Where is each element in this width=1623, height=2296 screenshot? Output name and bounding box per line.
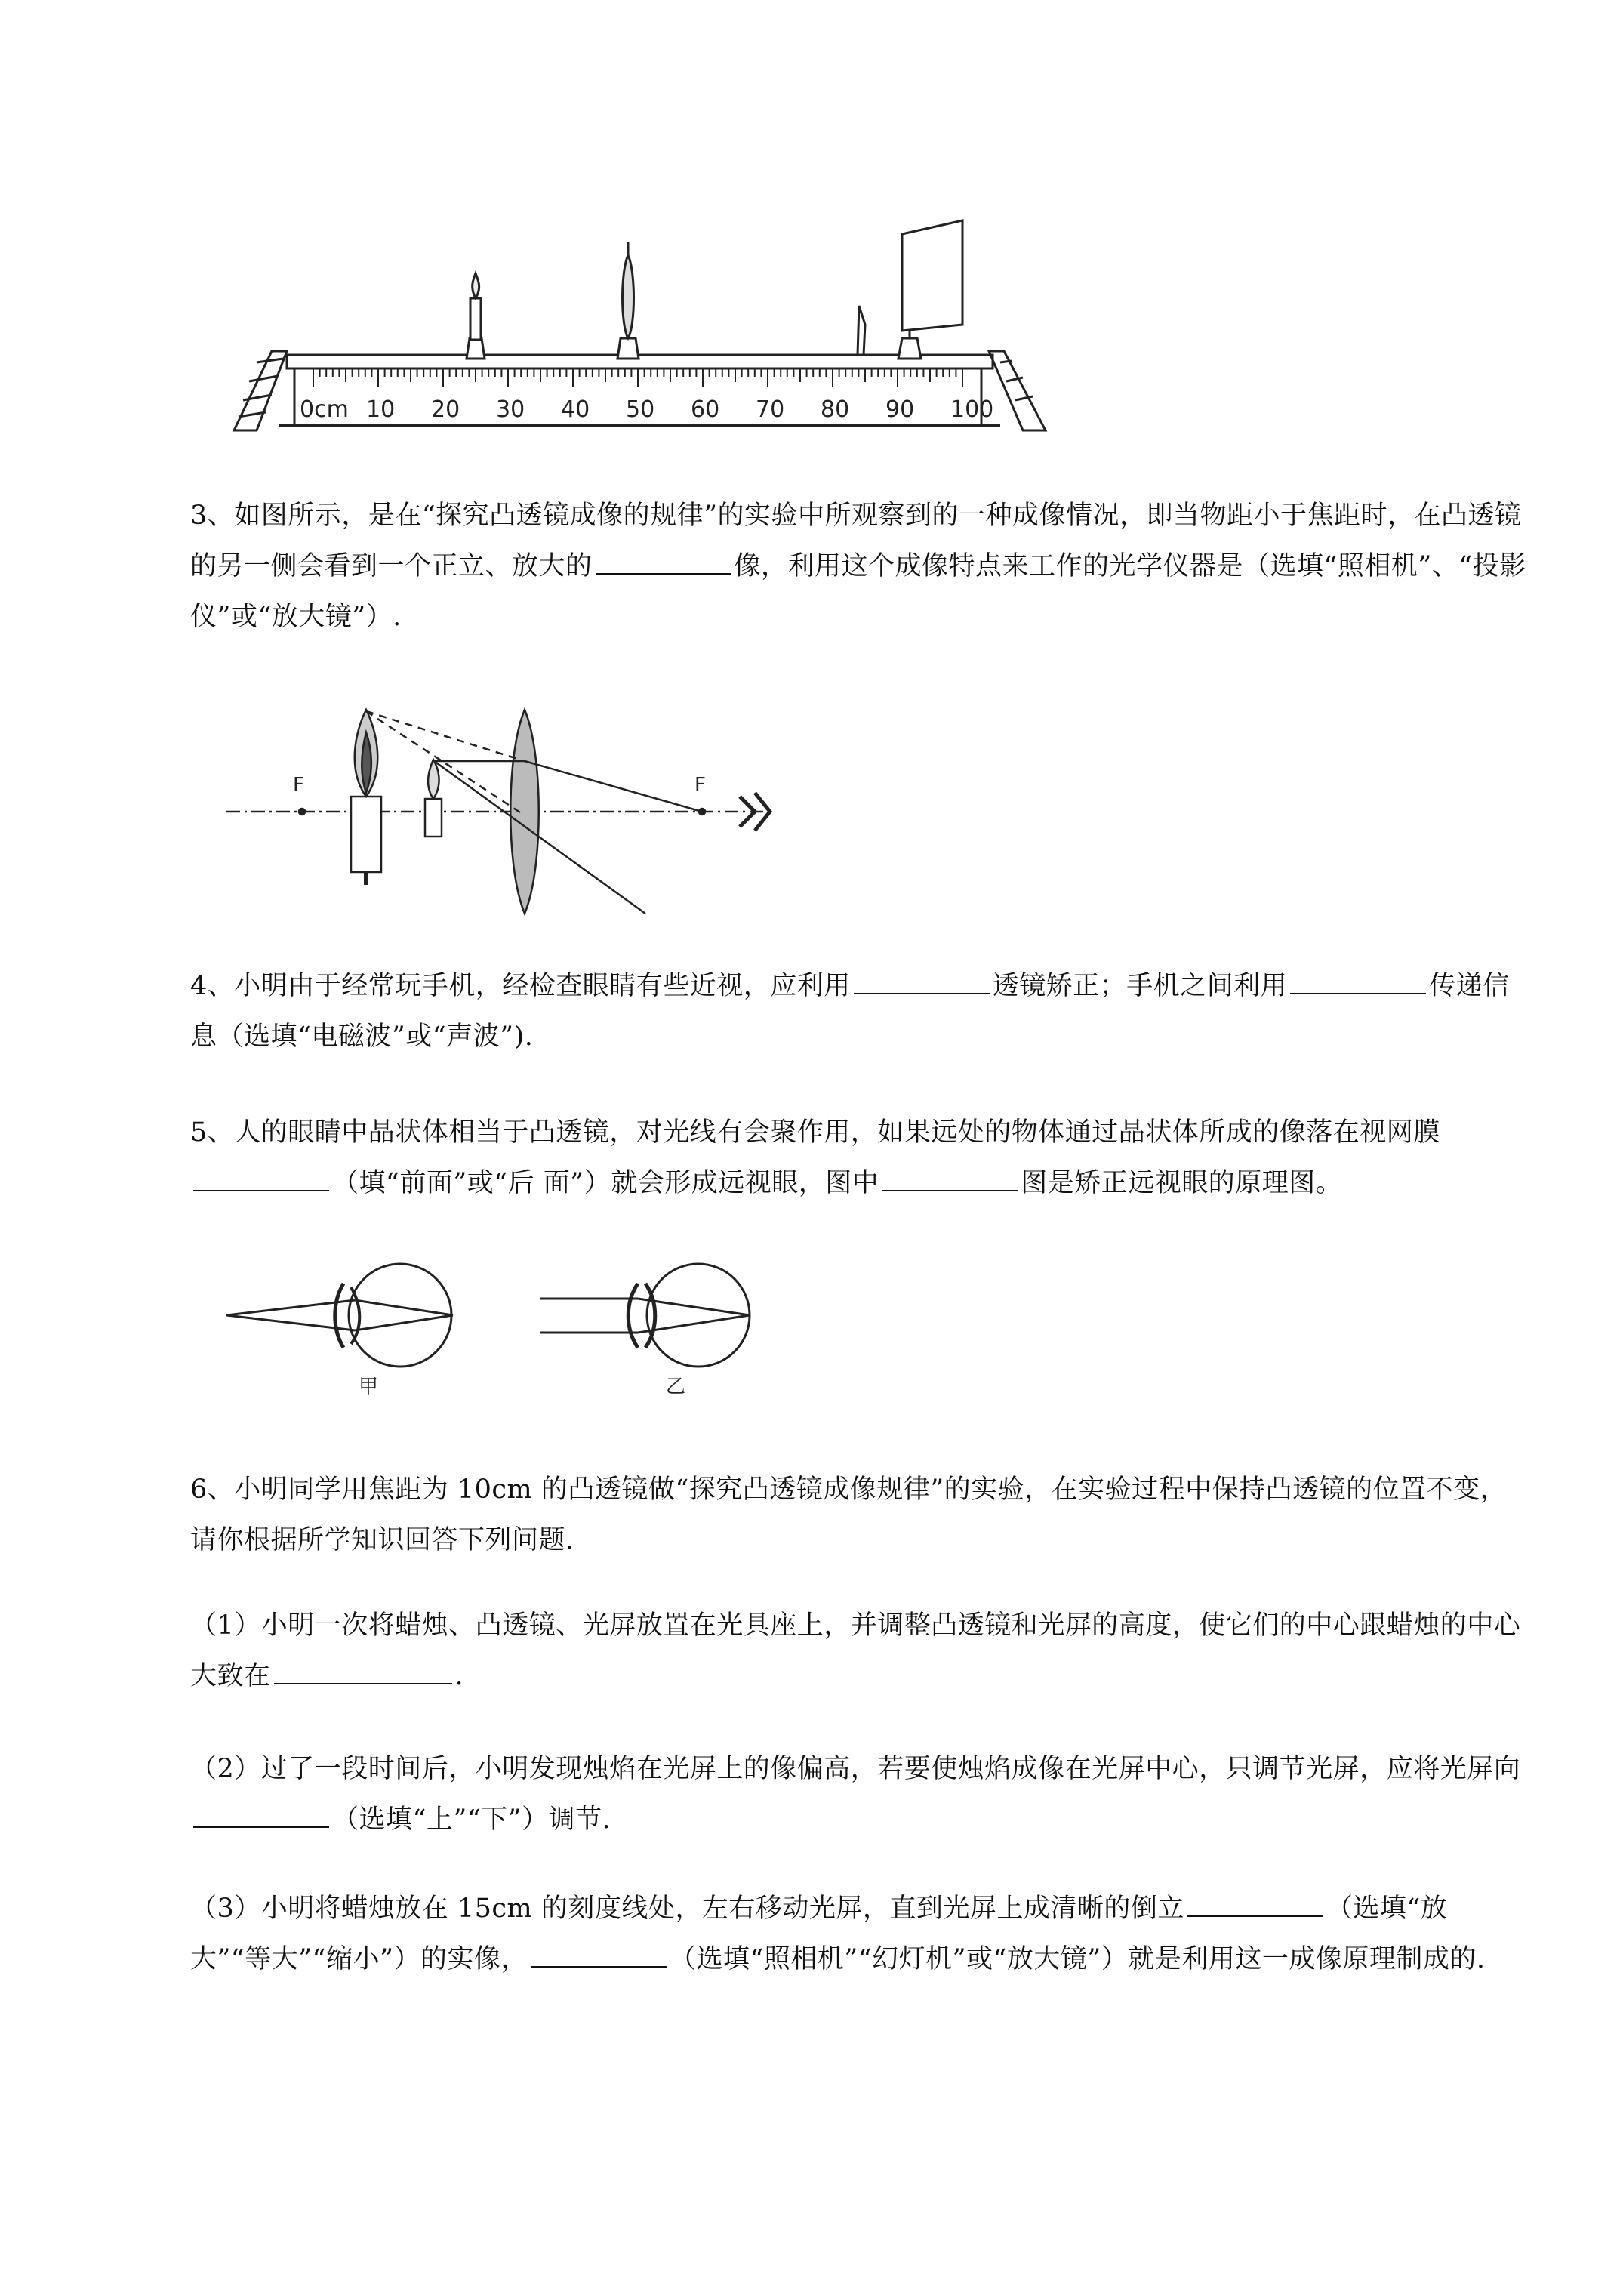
q6-s1-blank[interactable]: [274, 1660, 452, 1684]
screen-on-bench: [898, 220, 962, 359]
eye-correction-figure: [226, 1261, 815, 1404]
q6-intro-text: 6、小明同学用焦距为 10cm 的凸透镜做“探究凸透镜成像规律”的实验，在实验过程中保持凸透镜的位置不变，请你根据所学知识回答下列问题.: [190, 1475, 1508, 1555]
q6-s1-text-2: .: [454, 1661, 464, 1691]
q6-s3-blank-2[interactable]: [531, 1943, 667, 1968]
marker-80: [858, 306, 865, 355]
scale-tick-label: 90: [885, 396, 915, 423]
virtual-image-candle: [351, 797, 381, 872]
scale-tick-label: 20: [431, 396, 460, 423]
q4-blank-2[interactable]: [1290, 970, 1426, 994]
eye-icon: [740, 797, 755, 827]
question-5: [190, 1108, 1526, 1209]
eye-jia: [349, 1264, 451, 1367]
question-6-intro: [190, 1465, 1526, 1566]
q6-s1-text-1: （1）小明一次将蜡烛、凸透镜、光屏放置在光具座上，并调整凸透镜和光屏的高度，使它们的中心跟蜡烛的中心大致在: [190, 1610, 1521, 1691]
q5-text-3: 图是矫正远视眼的原理图。: [1021, 1168, 1343, 1198]
lens-ray-figure: [226, 687, 830, 936]
q4-text-1: 4、小明由于经常玩手机，经检查眼睛有些近视，应利用: [190, 971, 851, 1001]
q3-text-2: 像，利用这个成像特点来工作的光学仪器是: [734, 551, 1244, 581]
q5-blank-1[interactable]: [193, 1167, 329, 1191]
q5-blank-2[interactable]: [882, 1167, 1018, 1191]
q6-s2-blank[interactable]: [193, 1804, 329, 1828]
scale-tick-label: 0cm: [300, 396, 349, 423]
q3-text-1: 3、如图所示，是在“探究凸透镜成像的规律”的实验中所观察到的一种成像情况，即当物距小于焦距时，在凸透镜的另一侧会看到一个正立、放大的: [190, 501, 1522, 581]
optical-bench-figure: [226, 211, 1057, 438]
question-6-sub-1: [190, 1601, 1526, 1702]
q6-s2-text-2: （选填“上”“下”）调节.: [332, 1804, 611, 1835]
question-4: [190, 961, 1526, 1062]
scale-tick-label: 100: [950, 396, 994, 423]
right-bench-leg: [989, 351, 1046, 430]
scale-tick-label: 30: [496, 396, 525, 423]
scale-tick-label: 80: [821, 396, 850, 423]
eye-yi: [647, 1264, 750, 1367]
question-6-sub-2: [190, 1744, 1526, 1845]
question-3: [190, 491, 1526, 643]
convex-lens: [510, 710, 539, 914]
q6-s3-text-1: （3）小明将蜡烛放在 15cm 的刻度线处，左右移动光屏，直到光屏上成清晰的倒立: [190, 1894, 1184, 1924]
q3-text-3: （选填“照相机”、“投影仪”或“放大镜”）.: [190, 551, 1526, 632]
focus-right-label: F: [694, 774, 706, 797]
lens-yi-convex: [628, 1284, 638, 1348]
scale-tick-label: 70: [756, 396, 785, 423]
q6-s3-text-2: （选填“放大”“等大”“缩小”）的实像，: [190, 1894, 1448, 1974]
scale-tick-label: 10: [366, 396, 396, 423]
scale-tick-label: 40: [561, 396, 590, 423]
q5-text-2: （填“前面”或“后 面”）就会形成远视眼，图中: [332, 1168, 879, 1198]
lens-on-bench: [617, 242, 639, 359]
q5-text-1: 5、人的眼睛中晶状体相当于凸透镜，对光线有会聚作用，如果远处的物体通过晶状体所成的像落在视网膜: [190, 1117, 1440, 1148]
q6-s3-text-3: （选填“照相机”“幻灯机”或“放大镜”）就是利用这一成像原理制成的.: [669, 1944, 1486, 1974]
candle-on-bench: [467, 273, 485, 359]
q4-text-2: 透镜矫正；手机之间利用: [992, 971, 1288, 1001]
object-candle: [425, 799, 442, 837]
q4-blank-1[interactable]: [854, 970, 990, 994]
lens-jia-concave: [335, 1284, 343, 1348]
bench-rail-top: [287, 355, 993, 368]
scale-tick-label: 60: [691, 396, 720, 423]
focus-left-label: F: [293, 774, 304, 797]
q3-blank-1[interactable]: [596, 550, 731, 575]
scale-tick-label: 50: [626, 396, 655, 423]
label-yi: 乙: [666, 1376, 686, 1398]
q4-text-3: 传递信息（选填“电磁波”或“声波”).: [190, 971, 1510, 1052]
question-6-sub-3: [190, 1884, 1526, 1985]
q6-s3-blank-1[interactable]: [1187, 1893, 1323, 1917]
q6-s2-text-1: （2）过了一段时间后，小明发现烛焰在光屏上的像偏高，若要使烛焰成像在光屏中心，只调节光屏，应将光屏向: [190, 1754, 1521, 1784]
label-jia: 甲: [359, 1376, 379, 1398]
